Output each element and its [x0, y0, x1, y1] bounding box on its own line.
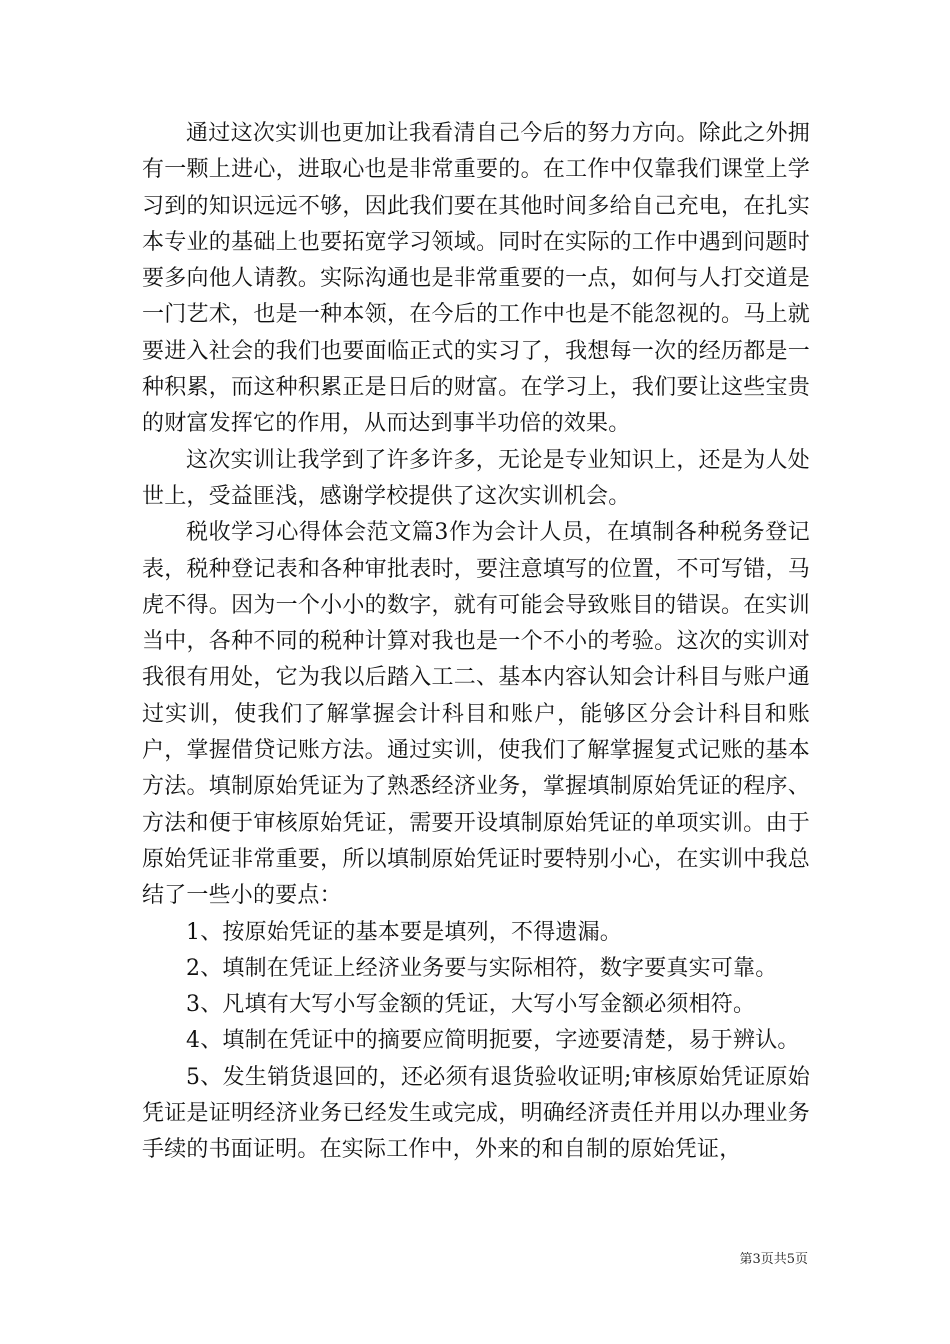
- paragraph-effort-direction: 通过这次实训也更加让我看清自己今后的努力方向。除此之外拥有一颗上进心，进取心也是非常重要的。在工作中仅靠我们课堂上学习到的知识远远不够，因此我们要在其他时间多给自己充电，在扎实本专业的基础上也要拓宽学习领域。同时在实际的工作中遇到问题时要多向他人请教。实际沟通也是非常重要的一点，如何与人打交道是一门艺术，也是一种本领，在今后的工作中也是不能忽视的。马上就要进入社会的我们也要面临正式的实习了，我想每一次的经历都是一种积累，而这种积累正是日后的财富。在学习上，我们要让这些宝贵的财富发挥它的作用，从而达到事半功倍的效果。: [142, 121, 810, 437]
- list-item-point-5: 5、发生销货退回的，还必须有退货验收证明;审核原始凭证原始凭证是证明经济业务已经发生或完成，明确经济责任并用以办理业务手续的书面证明。在实际工作中，外来的和自制的原始凭证，: [142, 1064, 810, 1163]
- paragraph-training-gains: 这次实训让我学到了许多许多，无论是专业知识上，还是为人处世上，受益匪浅，感谢学校提供了这次实训机会。: [142, 447, 810, 509]
- document-body: [142, 116, 810, 1169]
- list-item-point-4: 4、填制在凭证中的摘要应简明扼要，字迹要清楚，易于辨认。: [186, 1028, 800, 1054]
- page-number: 第3页共5页: [739, 1252, 808, 1267]
- list-item-point-2: 2、填制在凭证上经济业务要与实际相符，数字要真实可靠。: [186, 955, 778, 981]
- paragraph-tax-essay-3: 税收学习心得体会范文篇3作为会计人员，在填制各种税务登记表，税种登记表和各种审批表时，要注意填写的位置，不可写错，马虎不得。因为一个小小的数字，就有可能会导致账目的错误。在实训当中，各种不同的税种计算对我也是一个不小的考验。这次的实训对我很有用处，它为我以后踏入工二、基本内容认知会计科目与账户通过实训，使我们了解掌握会计科目和账户，能够区分会计科目和账户，掌握借贷记账方法。通过实训，使我们了解掌握复式记账的基本方法。填制原始凭证为了熟悉经济业务，掌握填制原始凭证的程序、方法和便于审核原始凭证，需要开设填制原始凭证的单项实训。由于原始凭证非常重要，所以填制原始凭证时要特别小心，在实训中我总结了一些小的要点：: [142, 520, 810, 909]
- list-item-point-3: 3、凡填有大写小写金额的凭证，大写小写金额必须相符。: [186, 992, 756, 1018]
- list-item-point-1: 1、按原始凭证的基本要是填列，不得遗漏。: [186, 919, 622, 945]
